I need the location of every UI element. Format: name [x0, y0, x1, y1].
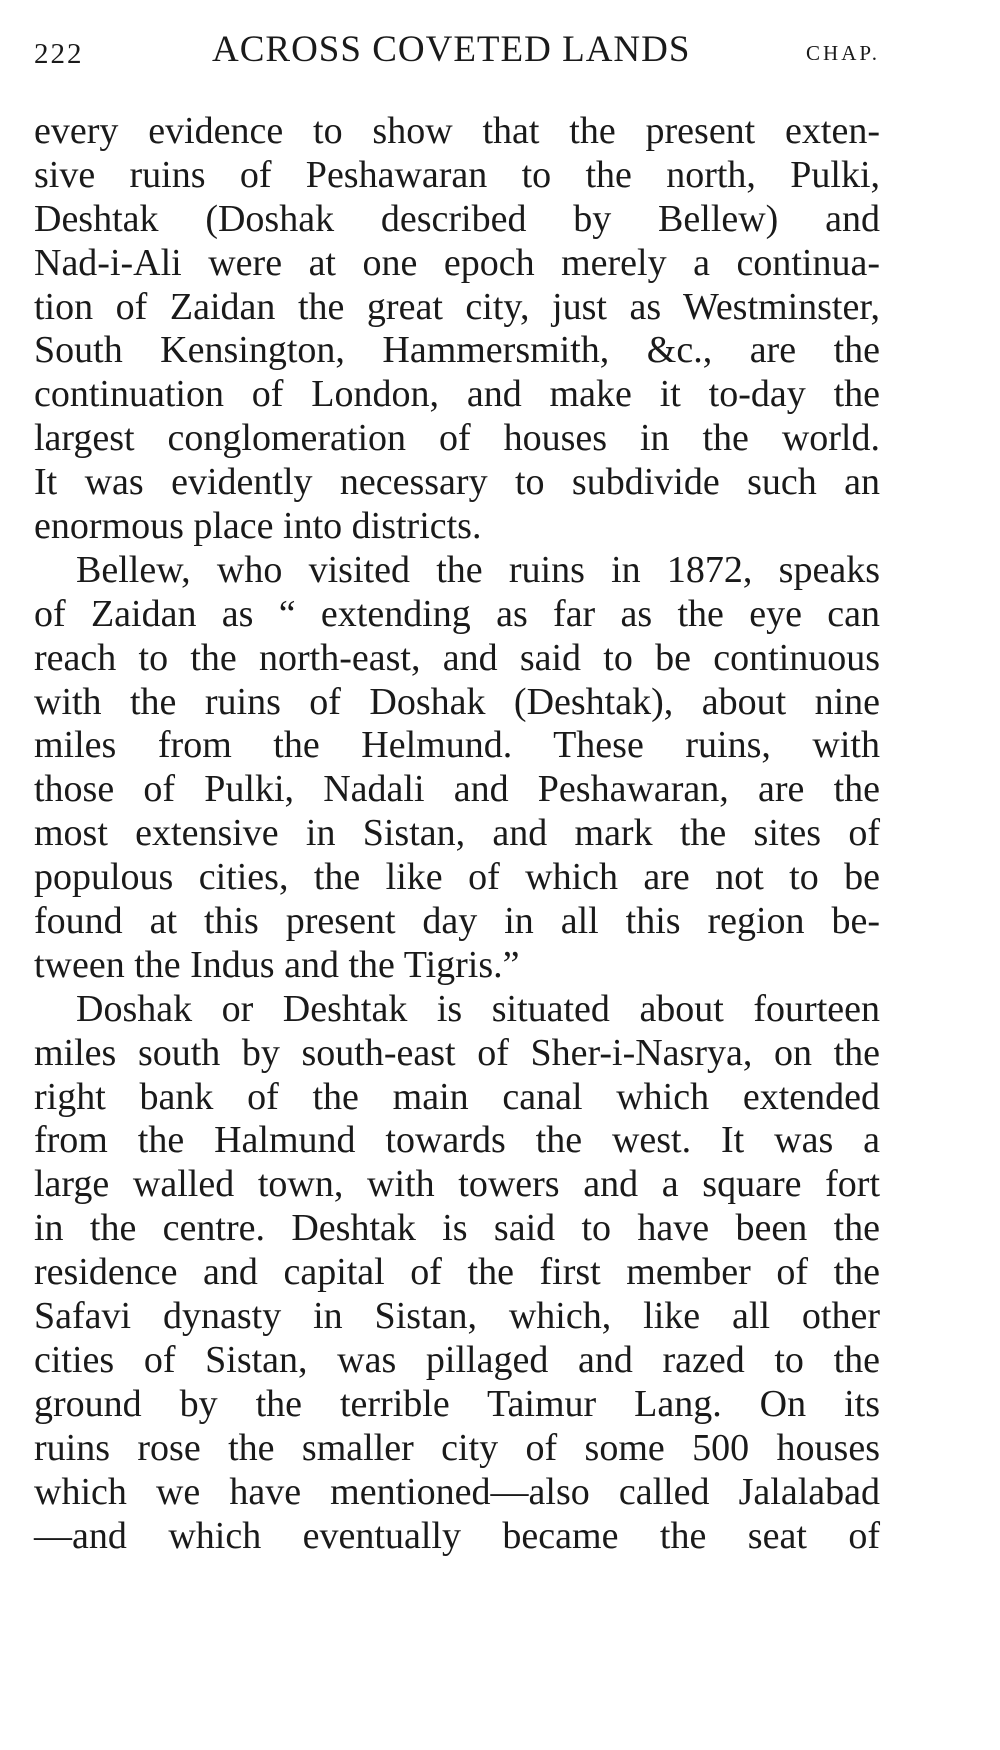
paragraph — [34, 549, 880, 988]
text-line: Doshak or Deshtak is situated about fourteen — [76, 987, 880, 1030]
running-head — [34, 28, 880, 74]
text-line: miles from the Helmund. These ruins, with — [34, 724, 880, 767]
text-line: reach to the north-east, and said to be continuous — [34, 636, 880, 679]
text-line: of Zaidan as “ extending as far as the eye can — [34, 592, 880, 635]
book-title: ACROSS COVETED LANDS — [212, 29, 691, 70]
paragraph — [34, 988, 880, 1559]
text-line: from the Halmund towards the west. It was a — [34, 1119, 880, 1162]
text-line: residence and capital of the first member of the — [34, 1251, 880, 1294]
text-line: Bellew, who visited the ruins in 1872, speaks — [76, 548, 880, 591]
text-line: Deshtak (Doshak described by Bellew) and — [34, 197, 880, 240]
text-line: It was evidently necessary to subdivide such an — [34, 461, 880, 504]
text-line: most extensive in Sistan, and mark the sites of — [34, 812, 880, 855]
text-line: Safavi dynasty in Sistan, which, like all other — [34, 1295, 880, 1338]
text-line: populous cities, the like of which are not to be — [34, 856, 880, 899]
text-line: miles south by south-east of Sher-i-Nasrya, on the — [34, 1031, 880, 1074]
text-line: with the ruins of Doshak (Deshtak), about nine — [34, 680, 880, 723]
text-line: large walled town, with towers and a square fort — [34, 1163, 880, 1206]
text-line: continuation of London, and make it to-day the — [34, 373, 880, 416]
text-line: enormous place into districts. — [34, 505, 482, 548]
text-line: every evidence to show that the present exten- — [34, 110, 880, 152]
text-line: ruins rose the smaller city of some 500 houses — [34, 1426, 880, 1469]
book-page — [34, 28, 880, 1558]
text-line: in the centre. Deshtak is said to have been the — [34, 1207, 880, 1250]
text-line: Nad-i-Ali were at one epoch merely a continua- — [34, 241, 880, 284]
text-line: those of Pulki, Nadali and Peshawaran, are the — [34, 768, 880, 811]
text-line: ground by the terrible Taimur Lang. On its — [34, 1382, 880, 1425]
text-line: found at this present day in all this region be- — [34, 900, 880, 943]
text-line: tween the Indus and the Tigris.” — [34, 943, 520, 986]
text-line: tion of Zaidan the great city, just as Westminster, — [34, 285, 880, 328]
text-line: right bank of the main canal which extended — [34, 1075, 880, 1118]
body-text — [34, 110, 880, 1558]
page-number: 222 — [34, 38, 84, 70]
text-line: cities of Sistan, was pillaged and razed to the — [34, 1338, 880, 1381]
text-line: South Kensington, Hammersmith, &c., are the — [34, 329, 880, 372]
chapter-label: CHAP. — [806, 41, 880, 65]
text-line: sive ruins of Peshawaran to the north, Pulki, — [34, 153, 880, 196]
text-line: —and which eventually became the seat of — [34, 1514, 880, 1557]
paragraph — [34, 110, 880, 549]
text-line: largest conglomeration of houses in the world. — [34, 417, 880, 460]
text-line: which we have mentioned—also called Jalalabad — [34, 1470, 880, 1513]
